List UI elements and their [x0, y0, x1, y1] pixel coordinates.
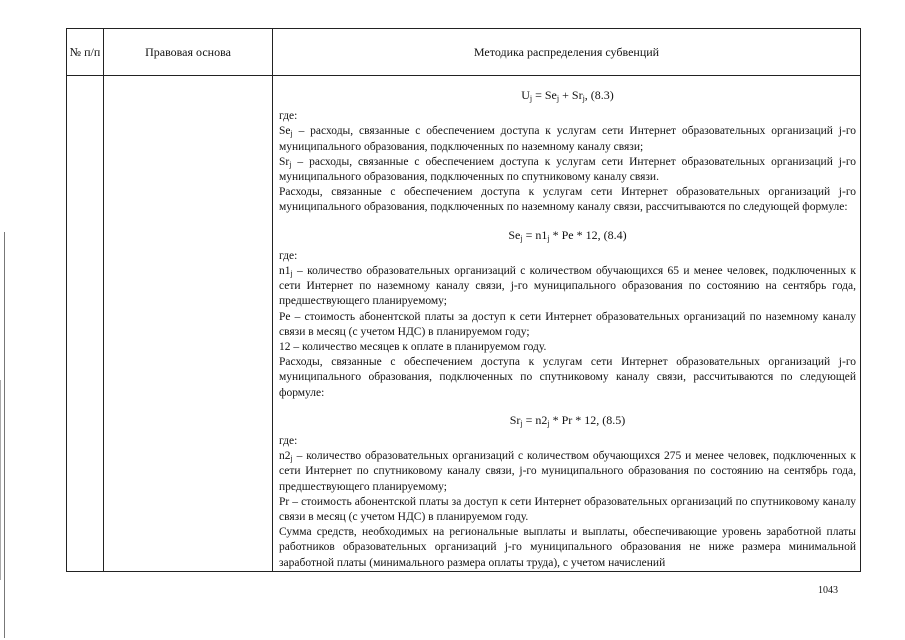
- formula-8-3: $U_j = Se_j + Sr_j$, (8.3): [521, 88, 614, 103]
- header-method: Методика распределения субвенций: [273, 29, 861, 76]
- formula-8-4: $Se_j = n1_j * Pe * 12$, (8.4): [508, 227, 627, 243]
- where-label-2: где:: [279, 249, 298, 262]
- subvention-table: [66, 28, 861, 572]
- pr-definition: Pr – стоимость абонентской платы за доступ к сети Интернет образовательных организаций по спутниковому каналу связи в месяц (с учетом НДС) в планируемом году.: [279, 495, 856, 524]
- salary-paragraph: Сумма средств, необходимых на региональные выплаты и выплаты, обеспечивающие уровень заработной платы работников образовательных организаций j-го муниципального образования не ниже размера минимальной заработной платы (минимального размера оплаты труда), с учетом начислений: [279, 526, 856, 569]
- scan-margin-line-2: [0, 380, 1, 580]
- n2-definition: $n2_j$ – количество образовательных организаций с количеством обучающихся 275 и менее человек, подключенных к сети Интернет по спутниковому каналу связи, j-го муниципального образования по состоянию на сентябрь года, предшествующего планируемому;: [279, 450, 856, 493]
- formula-8-5: $Sr_j = n2_j * Pr * 12$, (8.5): [509, 412, 626, 428]
- scan-margin-line: [4, 232, 5, 638]
- num-cell: [67, 76, 104, 572]
- se-definition: $Se_j$ – расходы, связанные с обеспечением доступа к услугам сети Интернет образовательных организаций j-го муниципального образования, подключенных по наземному каналу связи;: [279, 125, 856, 153]
- months-definition: 12 – количество месяцев к оплате в планируемом году.: [279, 341, 547, 354]
- header-row: [67, 29, 861, 76]
- page-number: 1043: [818, 585, 838, 596]
- where-label-3: где:: [279, 435, 298, 448]
- n1-definition: $n1_j$ – количество образовательных организаций с количеством обучающихся 65 и менее человек, подключенных к сети Интернет по наземному каналу связи, j-го муниципального образования по состоянию на сентябрь года, предшествующего планируемому;: [279, 265, 856, 308]
- content-row: [67, 76, 861, 572]
- satellite-channel-paragraph: Расходы, связанные с обеспечением доступа к услугам сети Интернет образовательных организаций j-го муниципального образования, подключенных по спутниковому каналу связи, рассчитываются по следующей формуле:: [279, 356, 856, 399]
- pe-definition: Pe – стоимость абонентской платы за доступ к сети Интернет образовательных организаций по наземному каналу связи в месяц (с учетом НДС) в планируемом году;: [279, 310, 856, 338]
- legal-basis-cell: [104, 76, 273, 572]
- header-legal-basis: Правовая основа: [104, 29, 273, 76]
- method-cell: [273, 76, 861, 572]
- where-label-1: где:: [279, 110, 298, 123]
- sr-definition: $Sr_j$ – расходы, связанные с обеспечением доступа к услугам сети Интернет образовательных организаций j-го муниципального образования, подключенных по спутниковому каналу связи.: [279, 155, 856, 184]
- ground-channel-paragraph: Расходы, связанные с обеспечением доступа к услугам сети Интернет образовательных организаций j-го муниципального образования, подключенных по наземному каналу связи, рассчитываются по следующей формуле:: [279, 186, 856, 214]
- header-num: № п/п: [67, 29, 104, 76]
